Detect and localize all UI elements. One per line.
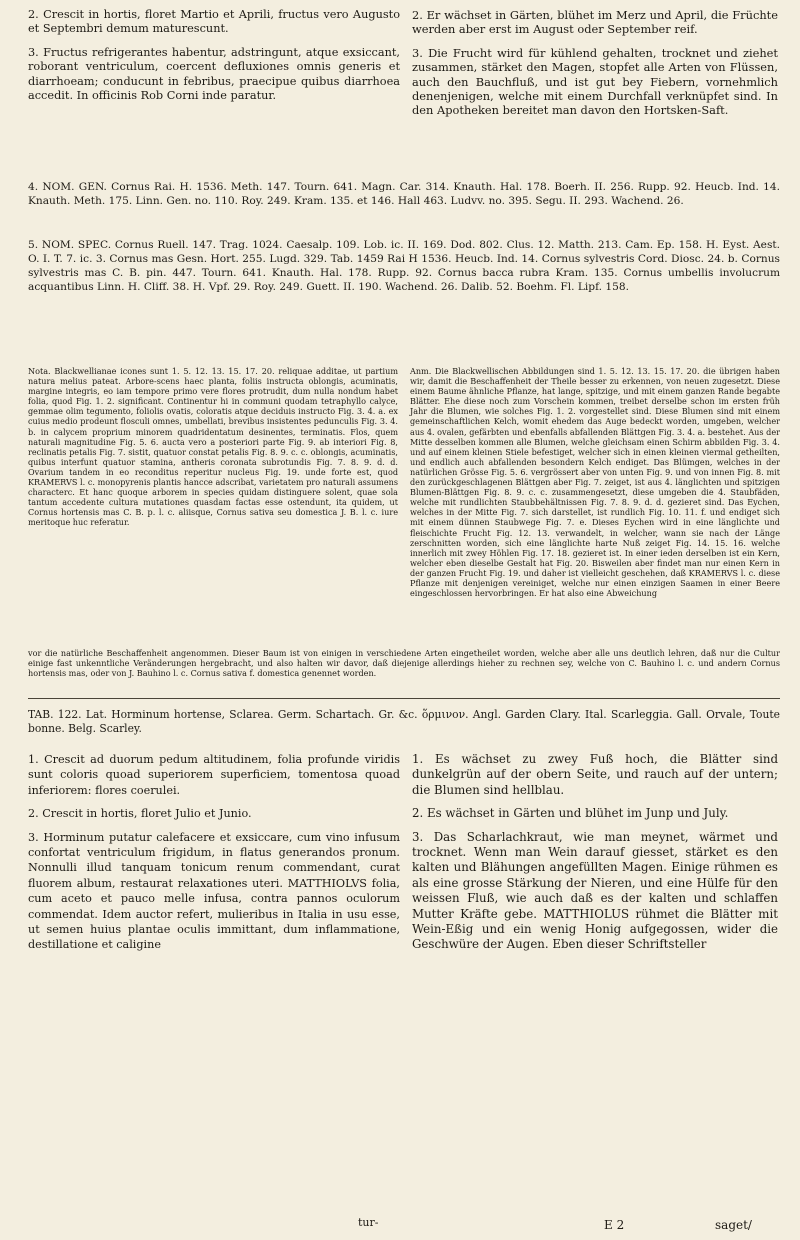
nota-latin: Nota. Blackwellianae icones sunt 1. 5. 12. 13. 15. 17. 20. reliquae additae, ut partium natura melius pateat. Arbore-scens haec planta, foliis instructa oblongis, acuminatis, margine integris, eo iam tempore primo vere flores protrudit, dum nulla nondum habet folia, quod Fig. 1. 2. significant. Continentur hi in communi quodam tetraphyllo calyce, gemmae olim tegumento, foliolis ovatis, coloratis atque deciduis instructo Fig. 3. 4. a. ex cuius medio prodeunt flosculi omnes, umbellati, brevibus insistentes pedunculis Fig. 3. 4. b. in calycem proprium minorem quadridentatum desinentes, terminatis. Flos, quem naturali magnitudine Fig. 5. 6. aucta vero a posteriori parte Fig. 9. ab interiori Fig. 8, reclinatis petalis Fig. 7. sistit, quatuor constat petalis Fig. 8. 9. c. c. oblongis, acuminatis, quibus interfunt quatuor stamina, antheris coronata subrotundis Fig. 7. 8. 9. d. d. Ovarium tandem in eo reconditus reperitur nucleus Fig. 19. unde forte est, quod KRAMERVS l. c. monopyrenis plantis hancce adscribat, varietatem pro naturali assumens characterc. Et hanc quoque arborem in species quidam distinguere solent, quae sola tantum accedente cultura mutationes quasdam factas esse ostendunt, ita quidem, ut Cornus hortensis mas C. B. p. l. c. aliisque, Cornus sativa seu domestica J. B. l. c. iure meritoque huc referatur. — [28, 366, 398, 528]
plate-heading: TAB. 122. Lat. Horminum hortense, Sclarea. Germ. Schartach. Gr. &c. ὅρμινον. Angl. Garden Clary. Ital. Scarleggia. Gall. Orvale, Toute bonne. Belg. Scarley. — [28, 708, 780, 735]
section-divider — [28, 698, 780, 699]
german-column-top — [412, 8, 778, 118]
german-hormin-3: 3. Das Scharlachkraut, wie man meynet, wärmet und trocknet. Wenn man Wein darauf giesset, stärket es den kalten und Blähungen angefüllten Magen. Einige rühmen es als eine grosse Stärkung der Nieren, und eine Hülfe für den weissen Fluß, wie auch daß es der kalten und schlaffen Mutter Kräfte gebe. MATTHIOLUS rühmet die Blätter mit Wein-Eßig und ein wenig Honig aufgegossen, wider die Geschwüre der Augen. Eben dieser Schriftsteller — [412, 829, 778, 952]
catchword-right: saget/ — [715, 1218, 752, 1232]
catchword-left: tur- — [358, 1216, 379, 1229]
german-column-bottom — [412, 752, 778, 953]
latin-paragraph-3: 3. Fructus refrigerantes habentur, adstringunt, atque exsiccant, roborant ventriculum, coercent defluxiones omnis generis et diarrhoeam; conducunt in febribus, praecipue quibus diarrhoea accedit. In officinis Rob Corni inde paratur. — [28, 45, 400, 103]
latin-hormin-1: 1. Crescit ad duorum pedum altitudinem, folia profunde viridis sunt coloris quoad superiorem superficiem, tomentosa quoad inferiorem: flores coerulei. — [28, 753, 400, 797]
latin-hormin-2: 2. Crescit in hortis, floret Julio et Junio. — [28, 807, 252, 821]
latin-column-bottom — [28, 752, 400, 953]
latin-hormin-3: 3. Horminum putatur calefacere et exsiccare, cum vino infusum confortat ventriculum frigidum, in flatus generandos pronum. Nonnulli illud tanquam tonicum renum commendant, curat fluorem album, restaurat relaxationes uteri. MATTHIOLVS folia, cum aceto et pauco melle infusa, contra pannos oculorum commendat. Idem auctor refert, mulieribus in Italia in usu esse, ut semen huius plantae oculis immittant, dum inflammatione, destillatione et caligine — [28, 830, 400, 952]
anmerkung-german: Anm. Die Blackwellischen Abbildungen sind 1. 5. 12. 13. 15. 17. 20. die übrigen haben wir, damit die Beschaffenheit der Theile besser zu erkennen, von neuen zugesetzt. Diese einem Baume ähnliche Pflanze, hat lange, spitzige, und mit einem ganzen Rande begabte Blätter. Ehe diese noch zum Vorschein kommen, treibet derselbe schon im ersten früh Jahr die Blumen, wie solches Fig. 1. 2. vorgestellet sind. Diese Blumen sind mit einem gemeinschaftlichen Kelch, womit ehedem das Auge bedeckt worden, umgeben, welcher aus 4. ovalen, gefärbten und ebenfalls abfallenden Blättgen Fig. 3. 4. a. bestehet. Aus der Mitte desselben kommen alle Blumen, welche gleichsam einen Schirm abbilden Fig. 3. 4. und auf einem kleinen Stiele befestiget, welcher sich in einen kleinen viermal getheilten, und endlich auch abfallenden besondern Kelch endiget. Das Blümgen, welches in der natürlichen Grösse Fig. 5. 6. vergrössert aber von unten Fig. 9. und von innen Fig. 8. mit den zurückgeschlagenen Blättgen aber Fig. 7. zeiget, ist aus 4. länglichten und spitzigen Blumen-Blättgen Fig. 8. 9. c. c. zusammengesetzt, diese umgeben die 4. Staubfäden, welche mit rundlichten Staubbehältnissen Fig. 7. 8. 9. d. d. gezieret sind. Das Eychen, welches in der Mitte Fig. 7. sich darstellet, ist rundlich Fig. 10. 11. f. und endiget sich mit einem dünnen Staubwege Fig. 7. e. Dieses Eychen wird in eine länglichte und fleischichte Frucht Fig. 12. 13. verwandelt, in welcher, wann sie nach der Länge zerschnitten worden, sich eine länglichte harte Nuß zeiget Fig. 14. 15. 16. welche innerlich mit zwey Höhlen Fig. 17. 18. gezieret ist. In einer ieden derselben ist ein Kern, welcher eben dieselbe Gestalt hat Fig. 20. Bisweilen aber findet man nur einen Kern in der ganzen Frucht Fig. 19. und daher ist vielleicht geschehen, daß KRAMERVS l. c. diese Pflanze mit denjenigen vereiniget, welche nur einen einzigen Saamen in einer Beere eingeschlossen hervorbringen. Er hat also eine Abweichung — [410, 366, 780, 599]
german-paragraph-3: 3. Die Frucht wird für kühlend gehalten, trocknet und ziehet zusammen, stärket den Magen, stopfet alle Arten von Flüssen, auch den Bauchfluß, und ist gut bey Fiebern, vornehmlich denenjenigen, welche mit einem Durchfall verknüpfet sind. In den Apotheken bereitet man davon den Hortsken-Saft. — [412, 45, 778, 118]
latin-column-top — [28, 8, 400, 103]
german-hormin-1: 1. Es wächset zu zwey Fuß hoch, die Blätter sind dunkelgrün auf der obern Seite, und rauch auf der untern; die Blumen sind hellblau. — [412, 752, 778, 797]
nomen-specificum: 5. NOM. SPEC. Cornus Ruell. 147. Trag. 1024. Caesalp. 109. Lob. ic. II. 169. Dod. 802. Clus. 12. Matth. 213. Cam. Ep. 158. H. Eyst. Aest. O. I. T. 7. ic. 3. Cornus mas Gesn. Hort. 255. Lugd. 329. Tab. 1459 Rai H 1536. Heucb. Ind. 14. Cornus sylvestris Cord. Diosc. 24. b. Cornus sylvestris mas C. B. pin. 447. Tourn. 641. Knauth. Hal. 178. Rupp. 92. Cornus bacca rubra Kram. 135. Cornus umbellis involucrum acquantibus Linn. H. Cliff. 38. H. Vpf. 29. Roy. 249. Guett. II. 190. Wachend. 26. Dalib. 52. Boehm. Fl. Lipf. 158. — [28, 239, 780, 293]
german-paragraph-2: 2. Er wächset in Gärten, blühet im Merz und April, die Früchte werden aber erst im August oder September reif. — [412, 8, 778, 37]
latin-paragraph-2: 2. Crescit in hortis, floret Martio et Aprili, fructus vero Augusto et Septembri demum maturescunt. — [28, 8, 400, 36]
signature-mark: E 2 — [604, 1218, 625, 1232]
anmerkung-continuation: vor die natürliche Beschaffenheit angenommen. Dieser Baum ist von einigen in verschiedene Arten eingetheilet worden, welche aber alle uns deutlich lehren, daß nur die Cultur einige fast unkenntliche Veränderungen hergebracht, und also halten wir davor, daß diejenige allerdings hieher zu rechnen sey, welche von C. Bauhino l. c. und andern Cornus hortensis mas, oder von J. Bauhino l. c. Cornus sativa f. domestica genennet worden. — [28, 648, 780, 679]
german-hormin-2: 2. Es wächset in Gärten und blühet im Junp und July. — [412, 806, 729, 821]
nomen-genericum: 4. NOM. GEN. Cornus Rai. H. 1536. Meth. 147. Tourn. 641. Magn. Car. 314. Knauth. Hal. 178. Boerh. II. 256. Rupp. 92. Heucb. Ind. 14. Knauth. Meth. 175. Linn. Gen. no. 110. Roy. 249. Kram. 135. et 146. Hall 463. Ludvv. no. 395. Segu. II. 293. Wachend. 26. — [28, 181, 780, 207]
